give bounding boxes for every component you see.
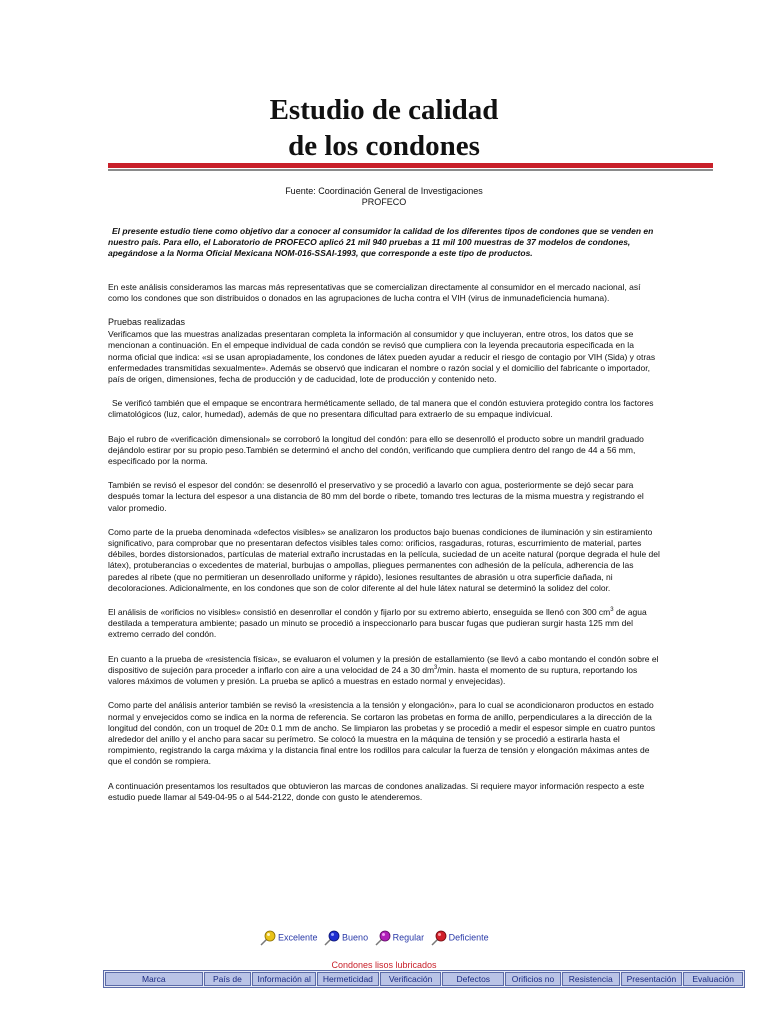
- title-divider-grey: [108, 169, 713, 171]
- orificios-text-b: de agua destilada a temperatura ambiente; pasado un minuto se procedió a inspeccionarlo para buscar fugas que pudieran surgir hasta 125 mm del extremo cerrado del condón.: [108, 607, 647, 640]
- source-line-2: PROFECO: [361, 197, 407, 207]
- column-header-informacion: Información al: [252, 972, 316, 986]
- paragraph-pruebas-text: Verificamos que las muestras analizadas presentaran completa la información al consumidor y que incluyeran, entre otros, los datos que se mencionan a continuación. En el empeque individual de cada condón se revisó que cumpliera con la leyenda precautoria especificada en la norma oficial que indica: «si se usan apropiadamente, los condones de látex pueden ayudar a reducir el riesgo de contagio por VIH (Sida) y otras enfermedades transmitidas sexualmente». Además se observó que indicaran el nombre o razón social y el domicilio del fabricante o importador, país de origen, dimensiones, fecha de producción y de caducidad, lote de producción y contenido neto.: [108, 329, 656, 385]
- title-line-2: de los condones: [288, 130, 480, 162]
- resistencia-superscript: 3: [434, 665, 438, 672]
- article-body: [108, 226, 660, 816]
- column-header-hermeticidad: Hermeticidad: [317, 972, 379, 986]
- intro-paragraph: El presente estudio tiene como objetivo dar a conocer al consumidor la calidad de los diferentes tipos de condones que se venden en nuestro país. Para ello, el Laboratorio de PROFECO aplicó 21 mil 940 pruebas a 11 mil 100 muestras de 37 modelos de condones, apegándose a la Norma Oficial Mexicana NOM-016-SSAI-1993, que corresponde a este tipo de productos.: [108, 226, 654, 259]
- legend-bueno: [322, 930, 368, 946]
- title-divider-red: [108, 163, 713, 168]
- paragraph-marcas: En este análisis consideramos las marcas más representativas que se comercializan directamente al consumidor en el mercado nacional, así como los condones que son distribuidos o donados en las agrupaciones de lucha contra el VIH (virus de inmunadeficiencia humana).: [108, 281, 641, 303]
- source-line-1: Fuente: Coordinación General de Investigaciones: [285, 186, 483, 196]
- paragraph-resistencia: [108, 654, 660, 688]
- column-header-marca: Marca: [105, 972, 203, 986]
- paragraph-pruebas: [108, 317, 660, 385]
- column-header-orificios: Orificios no: [505, 972, 561, 986]
- legend-deficiente: [429, 930, 489, 946]
- rating-legend: [258, 930, 558, 948]
- resistencia-text-b: /min. hasta el momento de su ruptura, reportando los valores máximos de volumen y presión. La prueba se aplicó a muestras en estado normal y envejecidas).: [108, 664, 638, 687]
- paragraph-defectos: Como parte de la prueba denominada «defectos visibles» se analizaron los productos bajo buenas condiciones de iluminación y sin estiramiento significativo, para comprobar que no presentaran defectos visibles tales como: orificios, rasgaduras, roturas, escurrimiento de material, partes débiles, bordes distorsionados, partículas de material extraño incrustadas en la película, suciedad de un aceite natural (porque degrada el hule del látex), protuberancias o excedentes de material, burbujas o ampollas, pliegues permanentes con adhesión de la película, adherencia de las paredes al ribete (que no permitieran un desenrollado uniforme y rápido), lesiones resultantes de abrasión u otra superficie dañada, ni decoloraciones. Adicionalmente, en los condones que son de color diferente al del hule látex natural se determinó la solidez del color.: [108, 526, 660, 593]
- column-header-defectos: Defectos: [442, 972, 504, 986]
- paragraph-orificios: [108, 607, 660, 641]
- column-header-presentacion: Presentación: [621, 972, 683, 986]
- paragraph-empaque: Se verificó también que el empaque se encontrara herméticamente sellado, de tal manera que el condón estuviera protegido contra los factores climatológicos (luz, calor, humedad), además de que no presentara dificultad para extraerlo de su empaque indivicual.: [108, 398, 654, 420]
- column-header-resistencia: Resistencia: [562, 972, 620, 986]
- source-credit: [108, 186, 660, 208]
- resistencia-text-a: En cuanto a la prueba de «resistencia física», se evaluaron el volumen y la presión de estallamiento (se llevó a cabo montando el condón sobre el dispositivo de sujeción para proceder a inflarlo con aire a una velocidad de 24 a 30 dm: [108, 653, 659, 675]
- paragraph-resultados: A continuación presentamos los resultados que obtuvieron las marcas de condones analizadas. Si requiere mayor información respecto a este estudio puede llamar al 549-04-95 o al 544-2122, donde con gusto le atenderemos.: [108, 780, 645, 802]
- legend-label-deficiente: Deficiente: [448, 932, 489, 943]
- legend-label-bueno: Bueno: [342, 932, 369, 943]
- column-header-pais: País de: [204, 972, 252, 986]
- paragraph-espesor: También se revisó el espesor del condón: se desenrolló el preservativo y se procedió a lavarlo con agua, posteriormente se dejó secar para después tomar la lectura del espesor a una distancia de 80 mm del borde o ribete, tomando tres lecturas de la misma muestra y registrando el valor promedio.: [108, 480, 644, 513]
- orificios-superscript: 3: [610, 607, 614, 614]
- legend-label-regular: Regular: [392, 932, 425, 943]
- table-caption: Condones lisos lubricados: [331, 960, 437, 970]
- title-line-1: Estudio de calidad: [269, 94, 499, 126]
- yellow-pin-icon: [258, 930, 278, 946]
- paragraph-verificacion: Bajo el rubro de «verificación dimensional» se corroboró la longitud del condón: para ello se desenrolló el producto sobre un mandril graduado dejándolo estirar por su propio peso.También se determinó el ancho del condón, verificando que cumpliera dentro del rango de 44 a 56 mm, especificado por la norma.: [108, 433, 644, 467]
- purple-pin-icon: [373, 930, 393, 946]
- results-table-header: [103, 970, 745, 988]
- legend-label-excelente: Excelente: [278, 932, 318, 943]
- page-title: [0, 92, 768, 164]
- orificios-text-a: El análisis de «orificios no visibles» consistió en desenrollar el condón y fijarlo por su extremo abierto, enseguida se llenó con 300 cm: [108, 607, 611, 618]
- red-pin-icon: [429, 930, 449, 946]
- section-heading-pruebas: Pruebas realizadas: [108, 317, 186, 328]
- blue-pin-icon: [322, 930, 342, 946]
- paragraph-tension: Como parte del análisis anterior también se revisó la «resistencia a la tensión y elongación», para lo cual se acondicionaron productos en estado normal y envejecidos como se indica en la norma de referencia. Se cortaron las probetas en forma de anillo, perpendiculares a la dirección de la longitud del condón, con un troquel de 20± 0.1 mm de ancho. Se limpiaron las probetas y se procedió a medir el espesor simple en cuatro puntos alrededor del anillo y el ancho para sacar su perímetro. Se colocó la muestra en la máquina de tensión y se procedió a estirarla hasta el rompimiento, registrando la carga máxima y la distancia final entre los rodillos para calcular la fuerza de tensión y elongación máximas antes de que el condón se rompiera.: [108, 700, 656, 767]
- column-header-evaluacion: Evaluación: [683, 972, 743, 986]
- legend-excelente: [258, 930, 318, 946]
- legend-regular: [373, 930, 425, 946]
- column-header-verificacion: Verificación: [380, 972, 442, 986]
